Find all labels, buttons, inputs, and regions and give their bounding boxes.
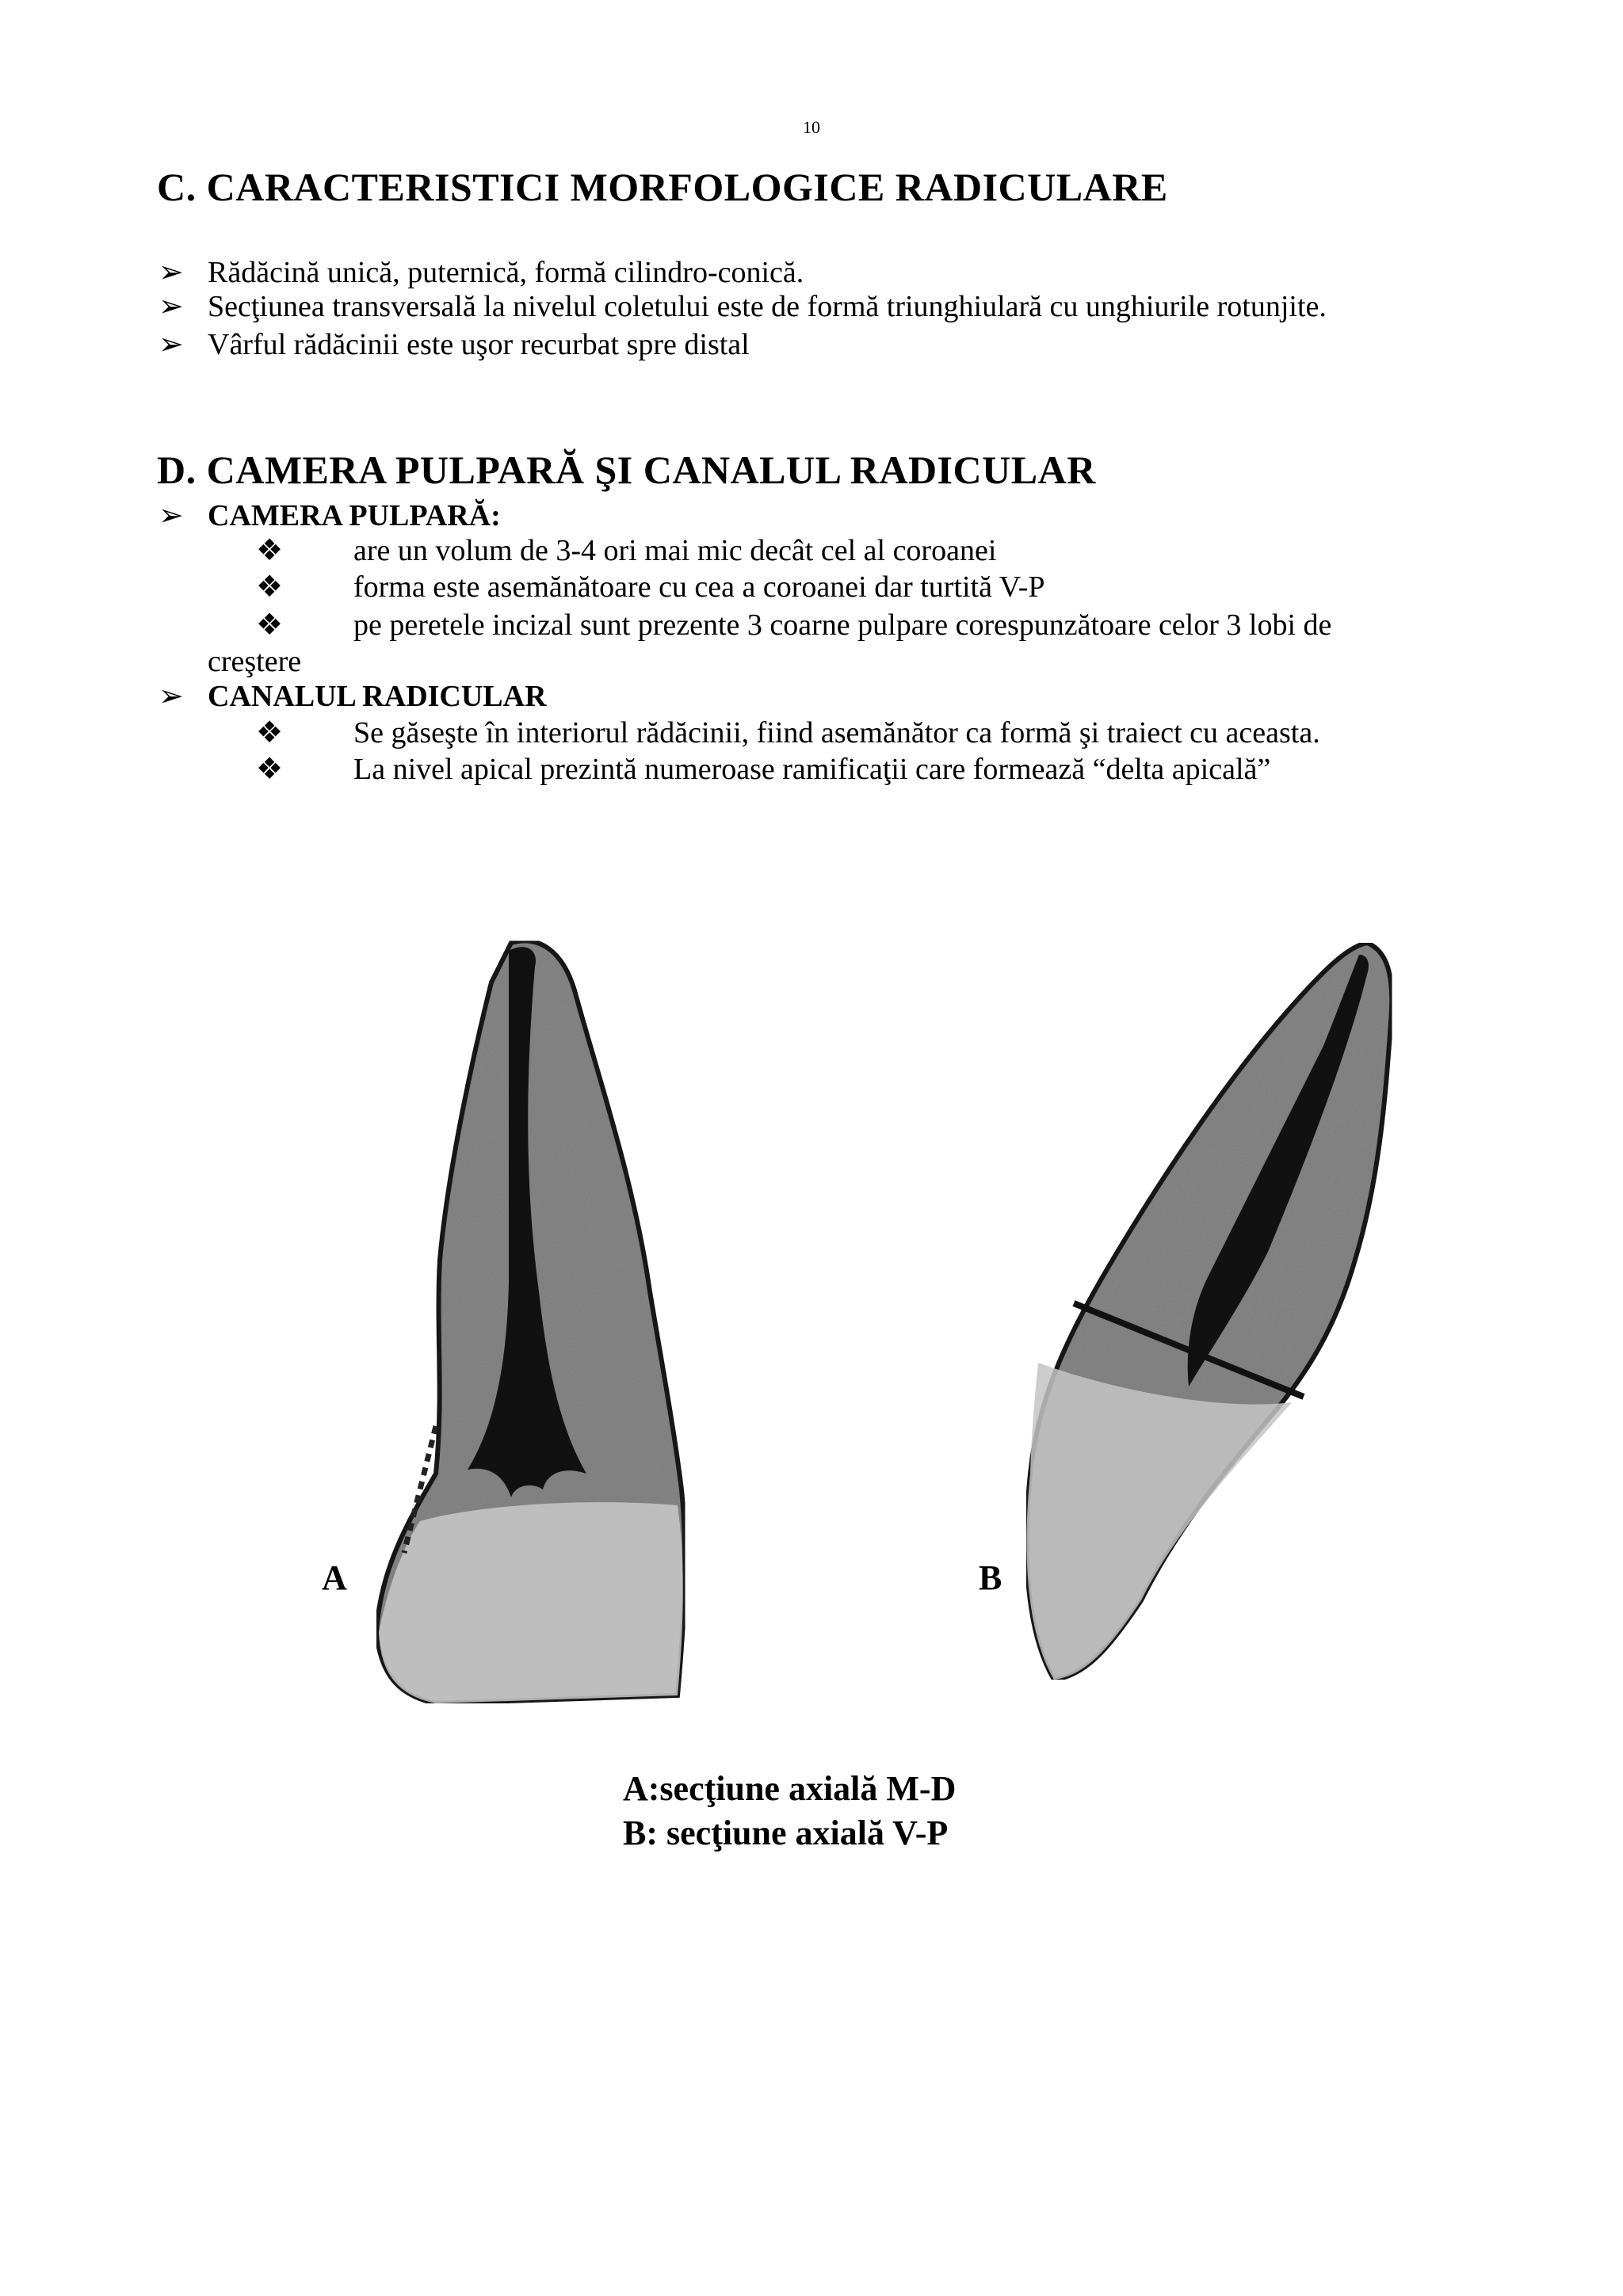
tooth-section-b-image	[1006, 919, 1419, 1711]
arrow-bullet-icon: ➢	[158, 328, 184, 361]
figure-caption-b: B: secţiune axială V-P	[623, 1814, 949, 1852]
section-c-heading: C. CARACTERISTICI MORFOLOGICE RADICULARE	[157, 165, 1168, 209]
arrow-bullet-icon: ➢	[158, 680, 184, 713]
figure-label-a: A	[322, 1558, 347, 1597]
camera-item-2: forma este asemănătoare cu cea a coroanei dar turtită V-P	[353, 570, 1045, 604]
figure-label-b: B	[979, 1558, 1002, 1597]
diamond-bullet-icon: ❖	[256, 534, 284, 567]
arrow-bullet-icon: ➢	[158, 290, 184, 323]
arrow-bullet-icon: ➢	[158, 256, 184, 289]
tooth-section-a-image	[301, 919, 777, 1727]
diamond-bullet-icon: ❖	[256, 753, 284, 786]
arrow-bullet-icon: ➢	[158, 499, 184, 532]
camera-item-3: pe peretele incizal sunt prezente 3 coarne pulpare corespunzătoare celor 3 lobi de	[353, 608, 1332, 642]
diamond-bullet-icon: ❖	[256, 570, 284, 604]
canal-item-1: Se găseşte în interiorul rădăcinii, fiind asemănător ca formă şi traiect cu aceasta.	[353, 716, 1320, 749]
canal-radicular-title: CANALUL RADICULAR	[208, 680, 547, 713]
canal-item-2: La nivel apical prezintă numeroase ramificaţii care formează “delta apicală”	[353, 753, 1271, 786]
section-c-bullet-1: Rădăcină unică, puternică, formă cilindro-conică.	[208, 256, 804, 289]
camera-item-3-continuation: creştere	[208, 645, 302, 678]
section-d-heading: D. CAMERA PULPARĂ ŞI CANALUL RADICULAR	[157, 448, 1096, 492]
camera-item-1: are un volum de 3-4 ori mai mic decât cel al coroanei	[353, 534, 997, 567]
section-c-bullet-3: Vârful rădăcinii este uşor recurbat spre distal	[208, 328, 750, 361]
diamond-bullet-icon: ❖	[256, 608, 284, 642]
section-c-bullet-2: Secţiunea transversală la nivelul coletului este de formă triunghiulară cu unghiurile rotunjite.	[208, 290, 1327, 323]
camera-pulpara-title: CAMERA PULPARĂ:	[208, 499, 501, 532]
diamond-bullet-icon: ❖	[256, 716, 284, 749]
figure-caption-a: A:secţiune axială M-D	[623, 1769, 957, 1808]
page-number: 10	[803, 117, 820, 137]
